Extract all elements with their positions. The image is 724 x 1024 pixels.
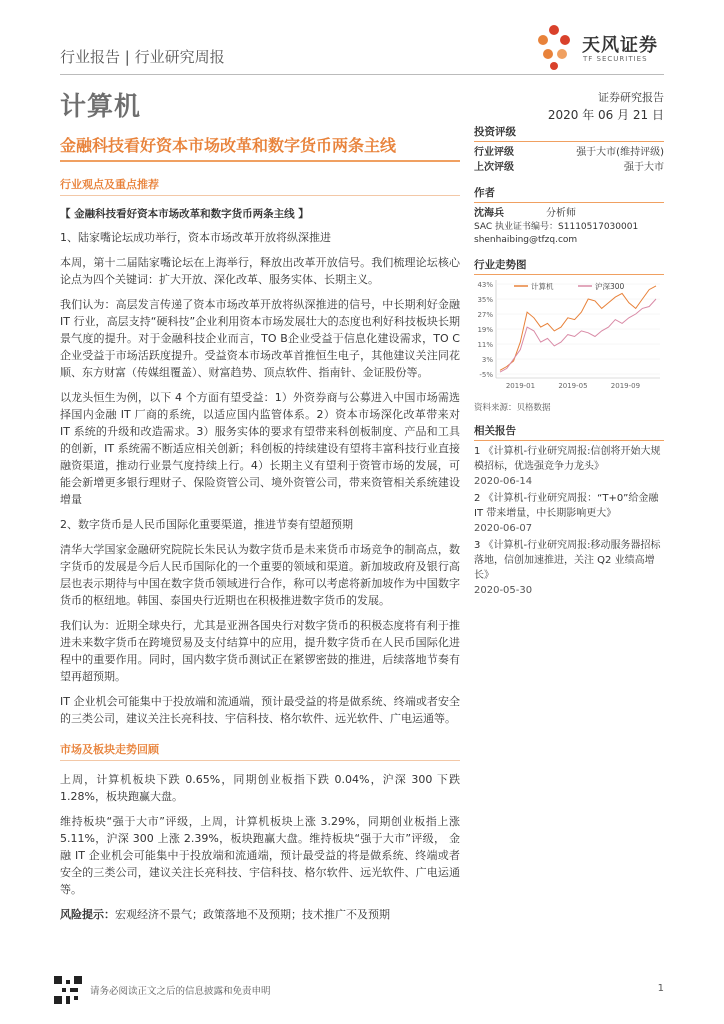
x-tick-label: 2019-09: [610, 382, 641, 390]
paragraph: 2、数字货币是人民币国际化重要渠道，推进节奏有望超预期: [60, 518, 353, 531]
author-role: 分析师: [546, 208, 576, 219]
paragraph: 1、陆家嘴论坛成功举行，资本市场改革开放将纵深推进: [60, 231, 331, 244]
risk-text: 宏观经济不景气；政策落地不及预期；技术推广不及预期: [115, 908, 390, 921]
related-report-title[interactable]: 2 《计算机-行业研究周报：“T+0”给金融 IT 带来增量，中长期影响更大》: [474, 493, 659, 519]
title-underline: [60, 160, 460, 162]
trend-heading: 行业走势图: [474, 257, 664, 275]
sidebar: [474, 124, 664, 600]
rating-heading: 投资评级: [474, 124, 664, 142]
paragraph: 我们认为：高层发言传递了资本市场改革开放将纵深推进的信号，中长期利好金融 IT 行业，高层支持“硬科技”企业利用资本市场发展壮大的态度也利好科技板块长期景气度的提升。对于金融科技企业而言，TO B企业受益于信息化建设需求，TO C企业受益于市场活跃度提升。受益资本市场改革首推恒生电子，其他建议关注同花顺、东方财富（传媒组覆盖）、财富趋势、顶点软件、指南针、金证股份等。: [60, 298, 460, 379]
chart-source: 资料来源：贝格数据: [474, 403, 551, 413]
header-divider: [60, 74, 664, 75]
paragraph: 清华大学国家金融研究院院长朱民认为数字货币是未来货币市场竞争的制高点，数字货币的发展是今后人民币国际化的一个重要的领域和渠道。新加坡政府及银行高层也表示期待与中国在数字货币领域进行合作，称可以考虑将新加坡作为中国数字货币的枢纽地。韩国、泰国央行近期也在积极推进数字货币的发展。: [60, 543, 460, 607]
brand-name-en: TF SECURITIES: [583, 55, 648, 63]
brand-logo: [530, 22, 670, 72]
related-heading: 相关报告: [474, 423, 664, 441]
paragraph: 上周，计算机板块下跌 0.65%，同期创业板指下跌 0.04%，沪深 300 下跌 1.28%，板块跑赢大盘。: [60, 773, 460, 803]
x-tick-group: [506, 382, 640, 390]
qr-code-icon: [54, 976, 82, 1004]
y-tick-label: -5%: [479, 371, 493, 379]
industry-rating-row: [474, 145, 664, 160]
related-report-date: 2020-06-14: [474, 476, 533, 487]
legend: [514, 281, 625, 291]
paragraph: IT 企业机会可能集中于投放端和流通端，预计最受益的将是做系统、终端或者安全的三类公司，建议关注长亮科技、宇信科技、格尔软件、远光软件、广电运通等。: [60, 695, 460, 725]
y-tick-label: 27%: [477, 311, 493, 319]
y-tick-label: 3%: [481, 356, 493, 364]
y-tick-group: [477, 281, 660, 379]
related-report-date: 2020-06-07: [474, 523, 533, 534]
y-tick-label: 43%: [477, 281, 493, 289]
main-column: [60, 176, 460, 931]
related-report-title[interactable]: 3 《计算机-行业研究周报:移动服务器招标落地，信创加速推进，关注 Q2 业绩高增长》: [474, 540, 661, 581]
page-number: 1: [657, 983, 664, 994]
x-tick-label: 2019-05: [558, 382, 588, 390]
prev-rating-label: 上次评级: [474, 162, 514, 173]
paragraph: 我们认为：近期全球央行，尤其是亚洲各国央行对数字货币的积极态度将有利于推进未来数字货币在跨境贸易及支付结算中的应用，提升数字货币在人民币国际化进程中的重要作用。同时，国内数字货币测试正在紧锣密鼓的推进，后续落地节奏有望再超预期。: [60, 619, 460, 683]
report-title: 金融科技看好资本市场改革和数字货币两条主线: [60, 136, 397, 155]
sector-title: 计算机: [60, 92, 142, 122]
bracket-title: 【 金融科技看好资本市场改革和数字货币两条主线 】: [60, 208, 309, 220]
paragraph: 本周，第十二届陆家嘴论坛在上海举行，释放出改革开放信号。我们梳理论坛核心论点为四个关键词：扩大开放、深化改革、服务实体、长期主义。: [60, 256, 460, 286]
prev-rating-row: [474, 160, 664, 175]
industry-rating-label: 行业评级: [474, 147, 514, 158]
y-tick-label: 11%: [477, 341, 493, 349]
report-date: 2020 年 06 月 21 日: [547, 108, 664, 122]
related-report-date: 2020-05-30: [474, 585, 533, 596]
series-line: [500, 286, 656, 370]
series-line: [500, 299, 656, 372]
y-tick-label: 35%: [477, 296, 493, 304]
brand-name: 天风证券: [582, 35, 658, 56]
author-name: 沈海兵: [474, 208, 504, 219]
prev-rating-value: 强于大市: [624, 162, 664, 173]
legend-label: 计算机: [531, 282, 554, 291]
y-tick-label: 19%: [477, 326, 493, 334]
author-sac: SAC 执业证书编号：S1110517030001: [474, 222, 639, 232]
footer-disclaimer: 请务必阅读正文之后的信息披露和免责申明: [90, 986, 271, 997]
paragraph: 以龙头恒生为例，以下 4 个方面有望受益：1）外资券商与公募进入中国市场需选择国内金融 IT 厂商的系统，以适应国内监管体系。2）资本市场深化改革带来对 IT 系统的升级和改造需求。3）服务实体的要求有望带来科创板制度、产品和工具的创新，IT 系统需不断适应相关创新；科创板的持续建设有望将丰富科技行业直接融资渠道，推动行业景气度持续上行。4）长期主义有望利于资管市场的发展，可能会新增更多银行理财子、保险资管公司、境外资管公司，带来资管相关系统建设增量: [60, 391, 460, 506]
brand-mark-icon: [530, 22, 580, 72]
related-report[interactable]: [474, 538, 664, 598]
paragraph: 维持板块“强于大市”评级，上周，计算机板块上涨 3.29%，同期创业板指上涨 5.11%，沪深 300 上涨 2.39%，板块跑赢大盘。维持板块“强于大市”评级， 金融 IT 企业机会可能集中于投放端和流通端，预计最受益的将是做系统、终端或者安全的三类公司，建议关注长亮科技、宇信科技、格尔软件、远光软件、广电运通等。: [60, 815, 460, 896]
section-heading-views: 行业观点及重点推荐: [60, 176, 460, 196]
report-type: 证券研究报告: [598, 91, 664, 104]
section-heading-market: 市场及板块走势回顾: [60, 741, 460, 761]
report-category: 行业报告 | 行业研究周报: [60, 48, 225, 66]
author-email[interactable]: shenhaibing@tfzq.com: [474, 235, 578, 245]
author-row: [474, 206, 664, 221]
x-tick-label: 2019-01: [505, 382, 536, 390]
related-report[interactable]: [474, 491, 664, 536]
related-report-title[interactable]: 1 《计算机-行业研究周报:信创将开始大规模招标，优选强竞争力龙头》: [474, 446, 661, 472]
author-heading: 作者: [474, 185, 664, 203]
legend-label: 沪深300: [595, 282, 625, 291]
risk-label: 风险提示：: [60, 908, 115, 921]
trend-chart: [474, 278, 664, 398]
industry-rating-value: 强于大市(维持评级): [576, 147, 664, 158]
risk-warning: [60, 906, 460, 923]
related-report[interactable]: [474, 444, 664, 489]
